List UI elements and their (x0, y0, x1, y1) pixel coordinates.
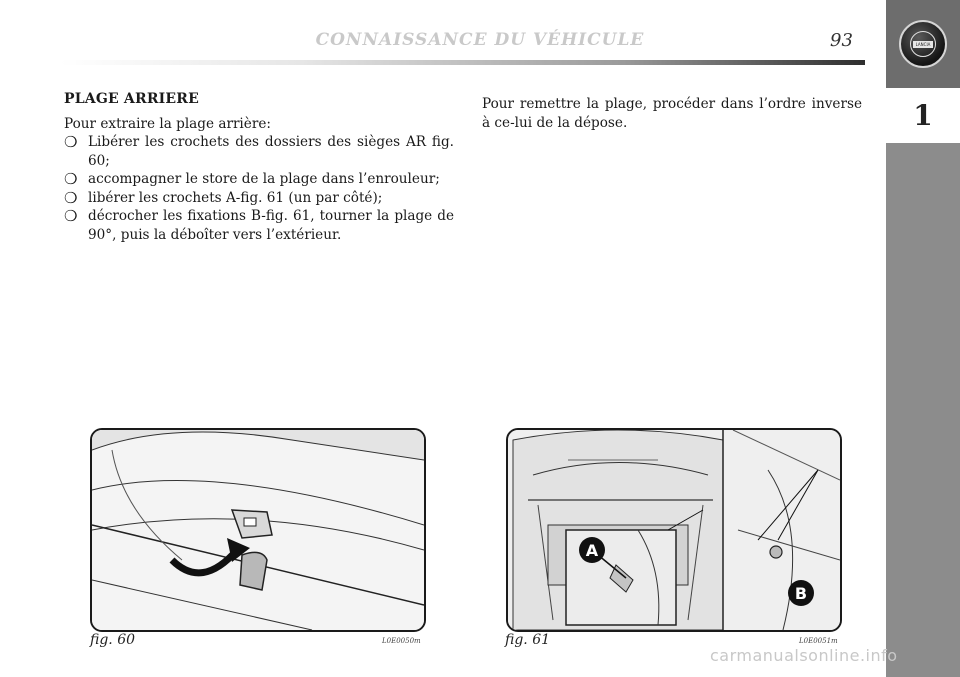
list-item (64, 207, 454, 244)
callout-b (788, 580, 814, 606)
list-item (64, 170, 454, 189)
list-item (64, 189, 454, 208)
watermark: carmanualsonline.info (710, 646, 898, 665)
left-column (64, 90, 454, 244)
step-text: Libérer les crochets des dossiers des sièges AR fig. 60; (88, 134, 454, 169)
callout-a (579, 537, 605, 563)
header-rule (60, 60, 865, 65)
lancia-logo-icon (899, 20, 947, 68)
step-text: décrocher les fixations B-fig. 61, tourner la plage de 90°, puis la déboîter vers l’extérieur. (88, 208, 454, 243)
reinstall-text: Pour remettre la plage, procéder dans l’ordre inverse à ce-lui de la dépose. (482, 96, 862, 131)
section-heading: PLAGE ARRIERE (64, 91, 199, 107)
figure-61-caption: fig. 61 (505, 632, 551, 648)
sidebar-logo-box (886, 0, 960, 88)
list-item (64, 133, 454, 170)
step-text: accompagner le store de la plage dans l’enrouleur; (88, 171, 440, 187)
right-column (482, 95, 862, 132)
figure-60-caption: fig. 60 (90, 632, 136, 648)
step-text: libérer les crochets A-fig. 61 (un par côté); (88, 189, 383, 206)
header-title: CONNAISSANCE DU VÉHICULE (315, 30, 645, 50)
logo-ring (910, 31, 936, 57)
bullet-icon: ❍ (64, 133, 78, 151)
seat-hook-illustration (92, 430, 424, 630)
sidebar (886, 0, 960, 677)
figure-61-code: L0E0051m (799, 637, 838, 645)
trunk-illustration (508, 430, 840, 630)
figure-60-code: L0E0050m (382, 637, 421, 645)
callout-a-label: A (585, 541, 599, 560)
callout-b-label: B (794, 584, 808, 603)
section-tab[interactable]: 1 (886, 88, 960, 143)
page-number: 93 (830, 30, 853, 51)
steps-list (64, 133, 454, 244)
intro-text: Pour extraire la plage arrière: (64, 115, 271, 132)
bullet-icon: ❍ (64, 188, 78, 207)
figure-61 (506, 428, 842, 632)
bullet-icon: ❍ (64, 207, 78, 225)
figure-60 (90, 428, 426, 632)
logo-text: LANCIA (913, 41, 933, 48)
bullet-icon: ❍ (64, 170, 78, 188)
